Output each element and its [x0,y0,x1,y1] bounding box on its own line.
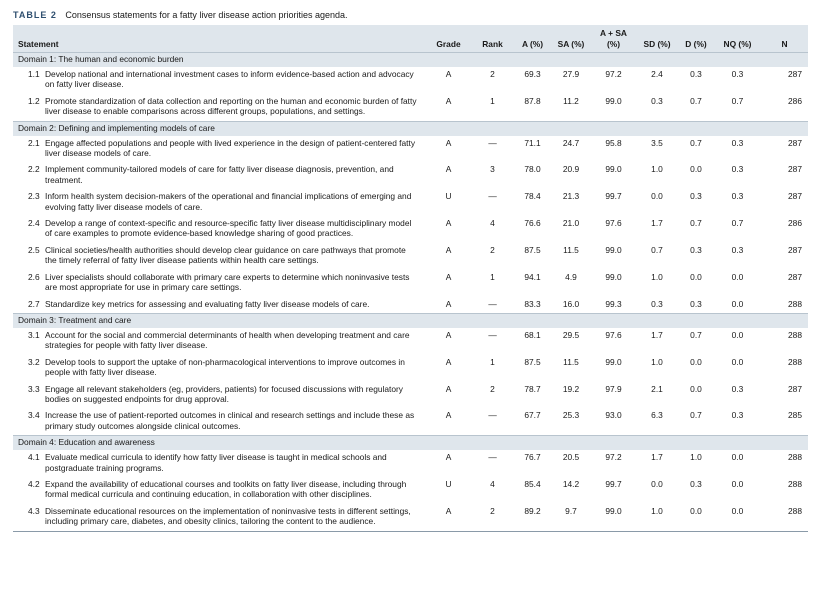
sa-cell: 20.9 [562,164,580,175]
header-row [13,25,808,53]
a-cell: 87.5 [524,244,541,255]
table-row [13,243,808,270]
nq-cell: 0.0 [731,298,744,309]
statement-id: 2.7 [28,298,40,309]
a-sa-cell: 95.8 [605,137,622,148]
n-cell: 287 [788,69,802,79]
sd-cell: 1.0 [651,164,663,175]
a-cell: 85.4 [524,478,541,489]
table-row [13,94,808,121]
n-cell: 287 [788,137,802,148]
table-label: TABLE 2 [13,10,57,20]
nq-cell: 0.7 [731,218,744,229]
statement-id: 1.2 [28,95,40,106]
nq-cell: 0.3 [731,137,744,148]
d-cell: 0.7 [690,95,702,106]
rank-cell: 1 [490,95,495,106]
n-cell: 288 [761,504,808,531]
a-cell: 78.7 [524,383,541,394]
sd-cell: 0.7 [651,244,663,255]
header-a-sa-bottom: (%) [606,38,621,49]
statement-id: 2.3 [28,191,40,202]
n-cell: 288 [788,356,802,367]
statement-id: 2.2 [28,164,40,175]
grade-cell: A [445,356,452,367]
grade-cell: A [445,271,452,282]
sa-cell: 20.5 [562,452,580,463]
sd-cell: 1.0 [651,356,663,367]
table-row [13,328,808,355]
rank-cell: — [488,298,497,309]
nq-cell: 0.7 [731,95,744,106]
domain-title: Domain 3: Treatment and care [13,313,808,328]
sd-cell: 0.0 [651,191,663,202]
nq-cell: 0.0 [731,271,744,282]
table-row [13,477,808,504]
table-caption [13,9,348,21]
rank-cell: — [488,452,497,463]
d-cell: 0.7 [690,137,702,148]
a-sa-cell: 93.0 [605,410,622,421]
domain-title: Domain 2: Defining and implementing models of care [13,121,808,136]
sa-cell: 11.2 [563,95,579,106]
grade-cell: A [445,383,452,394]
table-body [13,53,808,532]
header-a-sa [591,25,636,53]
rank-cell: 2 [471,504,514,531]
statement-text: Evaluate medical curricula to identify how fatty liver disease is taught in medical schools and postgraduate training programs. [45,452,387,473]
statement-id: 2.1 [28,137,40,148]
statement-id: 4.1 [28,452,40,463]
rank-cell: 4 [490,478,495,489]
d-cell: 0.3 [690,478,702,489]
sa-cell: 11.5 [563,356,579,367]
statement-id: 3.2 [28,356,40,367]
header-sa: SA (%) [551,25,591,53]
grade-cell: A [426,504,471,531]
a-cell: 87.8 [524,95,541,106]
a-cell: 87.5 [524,356,541,367]
rank-cell: — [488,191,497,202]
statement-text: Implement community-tailored models of care for fatty liver disease diagnosis, prevention, and treatment. [45,164,394,185]
a-cell: 76.6 [524,218,541,229]
grade-cell: U [445,478,452,489]
header-a-sa-top: A + SA [600,28,627,39]
grade-cell: A [445,452,452,463]
table-row [13,297,808,314]
a-cell: 89.2 [514,504,551,531]
a-sa-cell: 99.0 [605,95,622,106]
grade-cell: A [445,164,452,175]
domain-title: Domain 1: The human and economic burden [13,53,808,68]
a-sa-cell: 97.9 [605,383,622,394]
d-cell: 0.0 [690,356,702,367]
a-sa-cell: 99.7 [605,191,622,202]
sa-cell: 19.2 [562,383,580,394]
grade-cell: U [445,191,452,202]
header-n: N [761,25,808,53]
a-cell: 68.1 [524,329,541,340]
nq-cell: 0.3 [731,383,744,394]
n-cell: 287 [788,244,802,255]
statement-text: Develop national and international investment cases to inform evidence-based action and advocacy on fatty liver disease. [45,69,414,90]
a-cell: 94.1 [524,271,541,282]
d-cell: 0.7 [690,410,702,421]
statement-id: 4.2 [28,478,40,489]
header-grade: Grade [426,25,471,53]
n-cell: 287 [788,191,802,202]
a-sa-cell: 97.2 [605,69,622,79]
sa-cell: 16.0 [562,298,580,309]
d-cell: 0.0 [690,164,702,175]
table-row [13,162,808,189]
sd-cell: 1.0 [651,271,663,282]
grade-cell: A [445,298,452,309]
grade-cell: A [445,95,452,106]
rank-cell: 2 [490,69,495,79]
nq-cell: 0.0 [731,356,744,367]
a-cell: 71.1 [524,137,541,148]
domain-title: Domain 4: Education and awareness [13,436,808,451]
statement-text: Liver specialists should collaborate with primary care experts to determine which noninvasive tests are most appropriate for use in primary care settings. [45,271,410,293]
a-sa-cell: 99.0 [605,244,622,255]
domain-row [13,53,808,68]
n-cell: 288 [788,298,802,309]
d-cell: 0.3 [690,298,702,309]
nq-cell: 0.0 [731,329,744,340]
sd-cell: 0.3 [651,298,663,309]
statement-id: 2.6 [28,271,40,282]
consensus-table [13,25,808,532]
nq-cell: 0.0 [731,452,744,463]
a-sa-cell: 97.6 [605,329,622,340]
domain-row [13,313,808,328]
sd-cell: 6.3 [651,410,663,421]
d-cell: 0.3 [690,191,702,202]
a-sa-cell: 99.3 [605,298,622,309]
a-sa-cell: 99.0 [591,504,636,531]
n-cell: 288 [788,452,802,463]
domain-row [13,436,808,451]
sd-cell: 2.1 [651,383,663,394]
grade-cell: A [445,69,452,79]
n-cell: 285 [788,410,802,421]
d-cell: 0.0 [690,383,702,394]
nq-cell: 0.3 [731,69,744,79]
a-sa-cell: 97.6 [605,218,622,229]
statement-text: Account for the social and commercial determinants of health when developing treatment and care strategies for people with fatty liver disease. [45,329,410,351]
rank-cell: — [488,329,497,340]
a-cell: 78.4 [524,191,541,202]
d-cell: 0.7 [690,329,702,340]
statement-id: 2.4 [28,218,40,229]
rank-cell: — [488,410,497,421]
sd-cell: 1.7 [651,218,663,229]
sa-cell: 24.7 [562,137,580,148]
d-cell: 0.0 [678,504,714,531]
statement-text: Inform health system decision-makers of the operational and financial implications of emerging and evolving fatty liver disease models of care. [45,191,412,212]
nq-cell: 0.3 [731,191,744,202]
statement-text: Expand the availability of educational courses and toolkits on fatty liver disease, including through formal medical curricula and continuing education, in collaboration with other disciplines. [45,478,407,500]
table-row [13,504,808,531]
rank-cell: 2 [490,244,495,255]
table-row [13,450,808,477]
header-a: A (%) [514,25,551,53]
sa-cell: 21.3 [562,191,580,202]
statement-text: Develop a range of context-specific and resource-specific fatty liver disease multidisciplinary model of care examples to promote evidence-based knowledge sharing of good practices. [45,218,412,239]
statement-id: 3.4 [28,410,40,421]
statement-text: Standardize key metrics for assessing and evaluating fatty liver disease models of care. [45,298,370,309]
rank-cell: — [488,137,497,148]
statement-id: 3.1 [28,329,40,340]
d-cell: 0.0 [690,271,702,282]
nq-cell: 0.3 [731,244,744,255]
statement-text: Engage all relevant stakeholders (eg, providers, patients) for focused discussions with regulatory bodies on suggested endpoints for drug approval. [45,383,403,404]
header-rank: Rank [471,25,514,53]
statement-text: Disseminate educational resources on the implementation of noninvasive tests in different settings, including primary care, diabetes, and obesity clinics, tailoring the content to the audience. [43,504,426,531]
n-cell: 288 [788,329,802,340]
header-sd: SD (%) [636,25,678,53]
n-cell: 287 [788,271,802,282]
d-cell: 1.0 [690,452,702,463]
a-cell: 67.7 [524,410,541,421]
statement-id: 4.3 [13,504,43,531]
statement-text: Clinical societies/health authorities should develop clear guidance on care pathways that promote the timely referral of fatty liver disease patients within health care settings. [45,244,406,266]
table-row [13,189,808,216]
statement-text: Increase the use of patient-reported outcomes in clinical and research settings and include these as primary study outcomes alongside clinical outcomes. [45,410,415,431]
sa-cell: 11.5 [563,244,579,255]
grade-cell: A [445,244,452,255]
grade-cell: A [445,218,452,229]
grade-cell: A [445,410,452,421]
rank-cell: 1 [490,271,495,282]
a-cell: 69.3 [524,69,541,79]
n-cell: 286 [788,95,802,106]
grade-cell: A [445,329,452,340]
n-cell: 287 [788,383,802,394]
table-row [13,136,808,163]
d-cell: 0.3 [690,244,702,255]
statement-id: 2.5 [28,244,40,255]
sa-cell: 25.3 [562,410,580,421]
table-row [13,355,808,382]
sa-cell: 21.0 [562,218,580,229]
rank-cell: 4 [490,218,495,229]
sd-cell: 0.3 [651,95,663,106]
statement-id: 3.3 [28,383,40,394]
statement-text: Develop tools to support the uptake of non-pharmacological interventions to improve outcomes in people with fatty liver disease. [45,356,405,378]
table-row [13,408,808,435]
table-row [13,270,808,297]
header-nq: NQ (%) [714,25,761,53]
domain-row [13,121,808,136]
table-row [13,216,808,243]
nq-cell: 0.3 [731,410,744,421]
a-cell: 83.3 [524,298,541,309]
d-cell: 0.7 [690,218,702,229]
rank-cell: 3 [490,164,495,175]
sd-cell: 1.7 [651,329,663,340]
rank-cell: 1 [490,356,495,367]
sd-cell: 1.0 [636,504,678,531]
a-sa-cell: 99.0 [605,271,622,282]
sd-cell: 2.4 [651,69,663,79]
grade-cell: A [445,137,452,148]
a-sa-cell: 99.7 [605,478,622,489]
sa-cell: 9.7 [551,504,591,531]
nq-cell: 0.0 [714,504,761,531]
n-cell: 286 [788,218,802,229]
statement-text: Engage affected populations and people with lived experience in the design of patient-centered fatty liver disease models of care. [45,137,416,159]
table-row [13,382,808,409]
table-row [13,67,808,94]
a-sa-cell: 97.2 [605,452,622,463]
sa-cell: 29.5 [562,329,580,340]
n-cell: 288 [788,478,802,489]
rank-cell: 2 [490,383,495,394]
sd-cell: 0.0 [651,478,663,489]
statement-id: 1.1 [28,69,40,79]
header-statement: Statement [13,25,426,53]
a-cell: 78.0 [524,164,541,175]
d-cell: 0.3 [690,69,702,79]
table-title: Consensus statements for a fatty liver disease action priorities agenda. [65,10,348,20]
n-cell: 287 [788,164,802,175]
sa-cell: 27.9 [562,69,580,79]
sd-cell: 3.5 [651,137,663,148]
statement-text: Promote standardization of data collection and reporting on the human and economic burden of fatty liver disease to enable comparisons across different groups, populations, and settings. [45,95,417,117]
sd-cell: 1.7 [651,452,663,463]
a-sa-cell: 99.0 [605,164,622,175]
nq-cell: 0.0 [731,478,744,489]
sa-cell: 14.2 [562,478,580,489]
a-sa-cell: 99.0 [605,356,622,367]
sa-cell: 4.9 [565,271,577,282]
header-d: D (%) [678,25,714,53]
nq-cell: 0.3 [731,164,744,175]
a-cell: 76.7 [524,452,541,463]
